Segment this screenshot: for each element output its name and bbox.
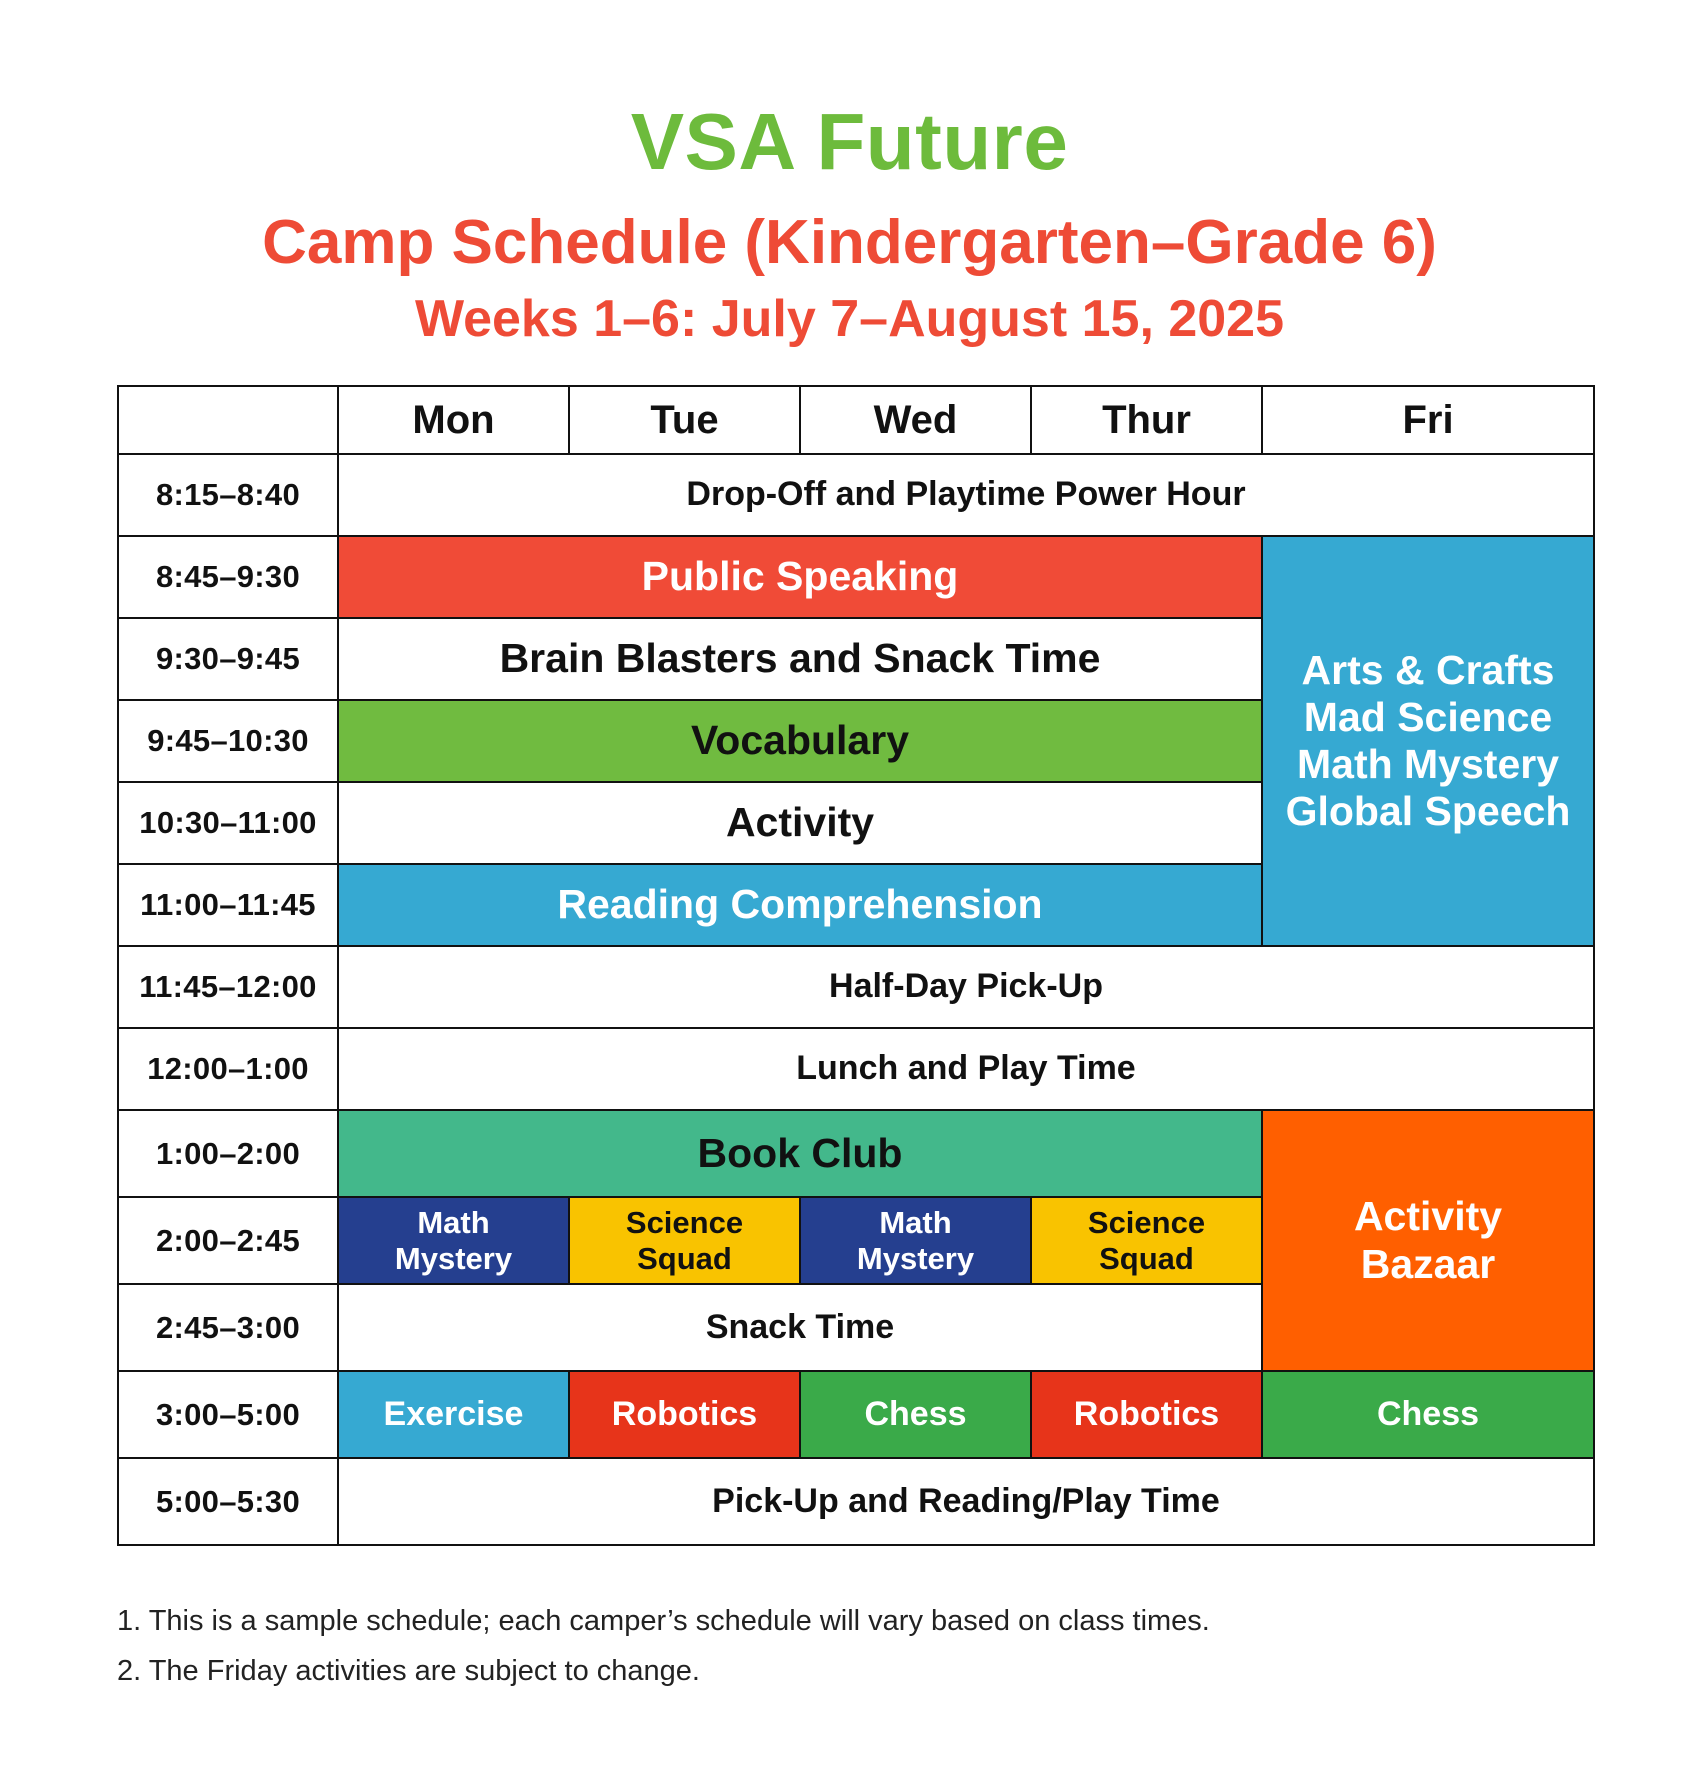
friday-morning-cell [1262, 536, 1594, 946]
schedule-table [117, 385, 1595, 1546]
cell-line: Science [1087, 1204, 1206, 1240]
cell-line: Math [417, 1204, 490, 1240]
time-cell: 9:45–10:30 [118, 700, 338, 782]
brain-blasters-cell: Brain Blasters and Snack Time [338, 618, 1262, 700]
math-mystery-wed-cell [800, 1197, 1031, 1284]
table-row [118, 1458, 1594, 1545]
snack-time-cell: Snack Time [338, 1284, 1262, 1371]
time-cell: 5:00–5:30 [118, 1458, 338, 1545]
friday-activity-item: Math Mystery [1296, 741, 1559, 787]
pickup-cell: Pick-Up and Reading/Play Time [338, 1458, 1594, 1545]
friday-activity-item: Mad Science [1303, 693, 1553, 740]
vocabulary-cell: Vocabulary [338, 700, 1262, 782]
science-squad-thu-cell [1031, 1197, 1262, 1284]
cell-line: Mystery [394, 1240, 513, 1276]
activity-bazaar-line: Bazaar [1360, 1240, 1496, 1287]
day-header-mon: Mon [338, 386, 569, 454]
exercise-cell: Exercise [338, 1371, 569, 1458]
table-row [118, 454, 1594, 536]
table-row [118, 1371, 1594, 1458]
time-cell: 3:00–5:00 [118, 1371, 338, 1458]
time-cell: 2:00–2:45 [118, 1197, 338, 1284]
time-cell: 11:45–12:00 [118, 946, 338, 1028]
table-row [118, 946, 1594, 1028]
robotics-tue-cell: Robotics [569, 1371, 800, 1458]
table-row [118, 536, 1594, 618]
time-cell: 1:00–2:00 [118, 1110, 338, 1197]
math-mystery-mon-cell [338, 1197, 569, 1284]
reading-comprehension-cell: Reading Comprehension [338, 864, 1262, 946]
friday-activity-item: Global Speech [1285, 788, 1571, 835]
table-row [118, 1110, 1594, 1197]
day-header-tue: Tue [569, 386, 800, 454]
day-header-thu: Thur [1031, 386, 1262, 454]
header-row [118, 386, 1594, 454]
page-title: VSA Future [630, 97, 1069, 186]
robotics-thu-cell: Robotics [1031, 1371, 1262, 1458]
time-cell: 9:30–9:45 [118, 618, 338, 700]
day-header-wed: Wed [800, 386, 1031, 454]
dropoff-cell: Drop-Off and Playtime Power Hour [338, 454, 1594, 536]
cell-line: Squad [637, 1240, 732, 1276]
lunch-cell: Lunch and Play Time [338, 1028, 1594, 1110]
time-cell: 8:45–9:30 [118, 536, 338, 618]
day-header-fri: Fri [1262, 386, 1594, 454]
time-cell: 2:45–3:00 [118, 1284, 338, 1371]
chess-wed-cell: Chess [800, 1371, 1031, 1458]
table-row [118, 1028, 1594, 1110]
time-cell: 11:00–11:45 [118, 864, 338, 946]
corner-cell [118, 386, 338, 454]
cell-line: Science [625, 1204, 744, 1240]
friday-activity-item: Arts & Crafts [1301, 646, 1555, 693]
half-day-pickup-cell: Half-Day Pick-Up [338, 946, 1594, 1028]
science-squad-tue-cell [569, 1197, 800, 1284]
footnote-1: 1. This is a sample schedule; each camper’s schedule will vary based on class times. [117, 1605, 1210, 1637]
cell-line: Mystery [856, 1240, 975, 1276]
date-range: Weeks 1–6: July 7–August 15, 2025 [414, 290, 1285, 348]
book-club-cell: Book Club [338, 1110, 1262, 1197]
chess-fri-cell: Chess [1262, 1371, 1594, 1458]
activity-cell: Activity [338, 782, 1262, 864]
cell-line: Squad [1099, 1240, 1194, 1276]
cell-line: Math [879, 1204, 952, 1240]
time-cell: 8:15–8:40 [118, 454, 338, 536]
activity-bazaar-cell [1262, 1110, 1594, 1371]
footnote-2: 2. The Friday activities are subject to change. [117, 1655, 700, 1687]
time-cell: 10:30–11:00 [118, 782, 338, 864]
public-speaking-cell: Public Speaking [338, 536, 1262, 618]
time-cell: 12:00–1:00 [118, 1028, 338, 1110]
activity-bazaar-line: Activity [1353, 1193, 1503, 1240]
page-subtitle: Camp Schedule (Kindergarten–Grade 6) [262, 208, 1437, 277]
